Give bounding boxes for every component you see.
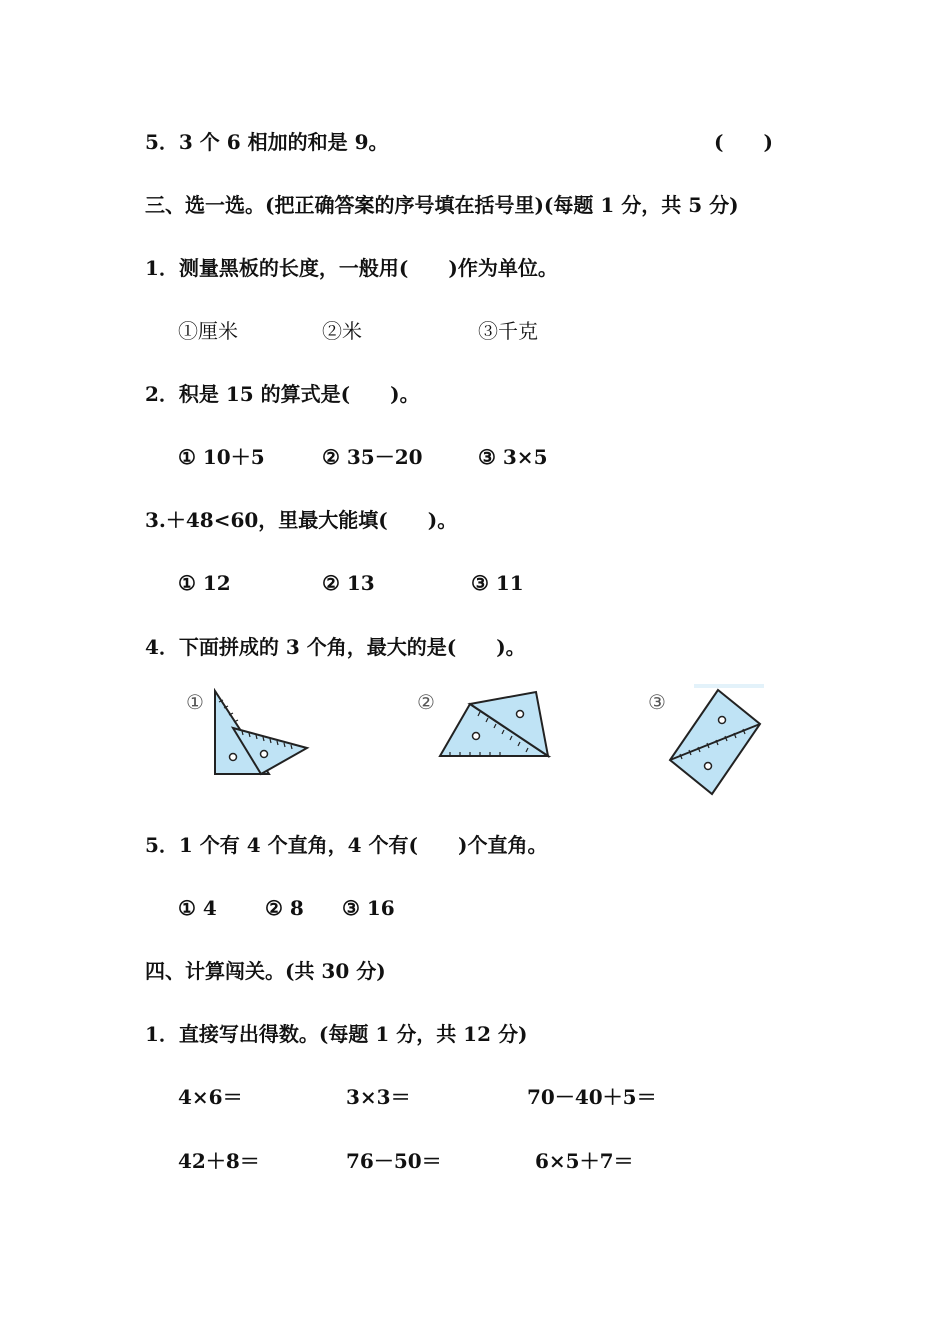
question-3-2: 2．积是 15 的算式是( )。 xyxy=(145,382,420,406)
calc-1-3[interactable]: 70－40＋5＝ xyxy=(527,1085,657,1109)
calc-1-2[interactable]: 3×3＝ xyxy=(346,1085,411,1109)
triangle-ruler-figure-1[interactable] xyxy=(205,688,315,780)
option-3-3-b[interactable]: ② 13 xyxy=(322,571,375,595)
question-3-4: 4．下面拼成的 3 个角，最大的是( )。 xyxy=(145,635,526,659)
calc-2-3[interactable]: 6×5＋7＝ xyxy=(535,1149,634,1173)
section-3-heading: 三、选一选。(把正确答案的序号填在括号里)(每题 1 分，共 5 分) xyxy=(145,193,739,217)
option-3-5-b[interactable]: ② 8 xyxy=(265,896,304,920)
section-4-sub-1: 1．直接写出得数。(每题 1 分，共 12 分) xyxy=(145,1022,528,1046)
option-3-5-a[interactable]: ① 4 xyxy=(178,896,217,920)
figure-label-3: ③ xyxy=(648,690,666,714)
option-3-3-c[interactable]: ③ 11 xyxy=(471,571,524,595)
option-3-1-b[interactable]: ②米 xyxy=(322,319,362,343)
option-3-3-a[interactable]: ① 12 xyxy=(178,571,231,595)
option-3-5-c[interactable]: ③ 16 xyxy=(342,896,395,920)
question-3-3: 3.＋48<60，里最大能填( )。 xyxy=(145,508,458,532)
figure-label-1: ① xyxy=(186,690,204,714)
option-3-1-c[interactable]: ③千克 xyxy=(478,319,538,343)
option-3-2-a[interactable]: ① 10＋5 xyxy=(178,445,265,469)
calc-2-1[interactable]: 42＋8＝ xyxy=(178,1149,260,1173)
triangle-ruler-figure-3[interactable] xyxy=(664,682,768,798)
question-3-5: 5．1 个有 4 个直角，4 个有( )个直角。 xyxy=(145,833,548,857)
section-4-heading: 四、计算闯关。(共 30 分) xyxy=(145,959,386,983)
option-3-1-a[interactable]: ①厘米 xyxy=(178,319,238,343)
triangle-ruler-figure-2[interactable] xyxy=(436,688,554,762)
calc-1-1[interactable]: 4×6＝ xyxy=(178,1085,243,1109)
answer-paren[interactable]: ( ) xyxy=(714,130,773,154)
option-3-2-b[interactable]: ② 35－20 xyxy=(322,445,423,469)
calc-2-2[interactable]: 76－50＝ xyxy=(346,1149,442,1173)
question-2-5: 5．3 个 6 相加的和是 9。 xyxy=(145,130,389,154)
question-3-1: 1．测量黑板的长度，一般用( )作为单位。 xyxy=(145,256,558,280)
option-3-2-c[interactable]: ③ 3×5 xyxy=(478,445,548,469)
figure-label-2: ② xyxy=(417,690,435,714)
